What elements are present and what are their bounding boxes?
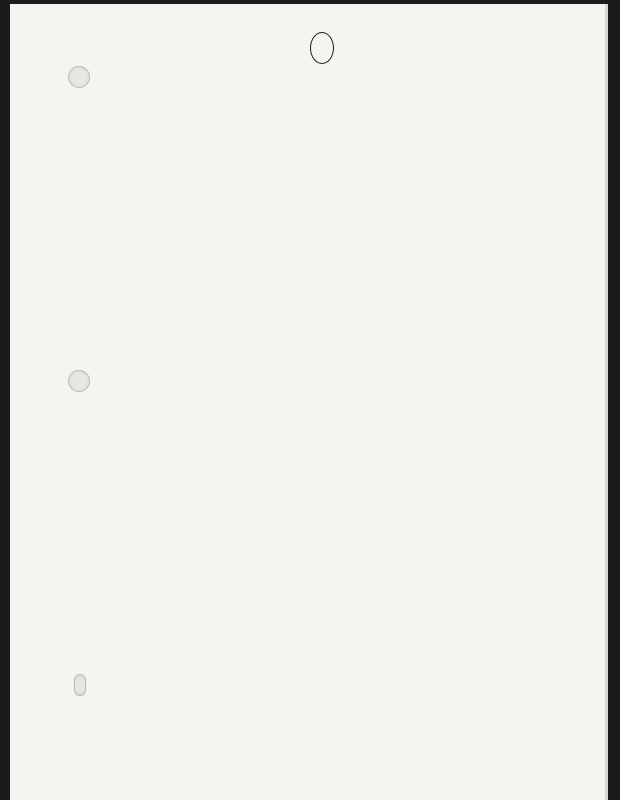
circled-page-number bbox=[310, 32, 334, 64]
punch-hole-top bbox=[68, 66, 90, 88]
page-edge bbox=[605, 4, 608, 800]
section-title bbox=[289, 80, 290, 93]
document-page bbox=[10, 4, 608, 800]
punch-hole-bottom bbox=[74, 674, 86, 696]
punch-hole-middle bbox=[68, 370, 90, 392]
